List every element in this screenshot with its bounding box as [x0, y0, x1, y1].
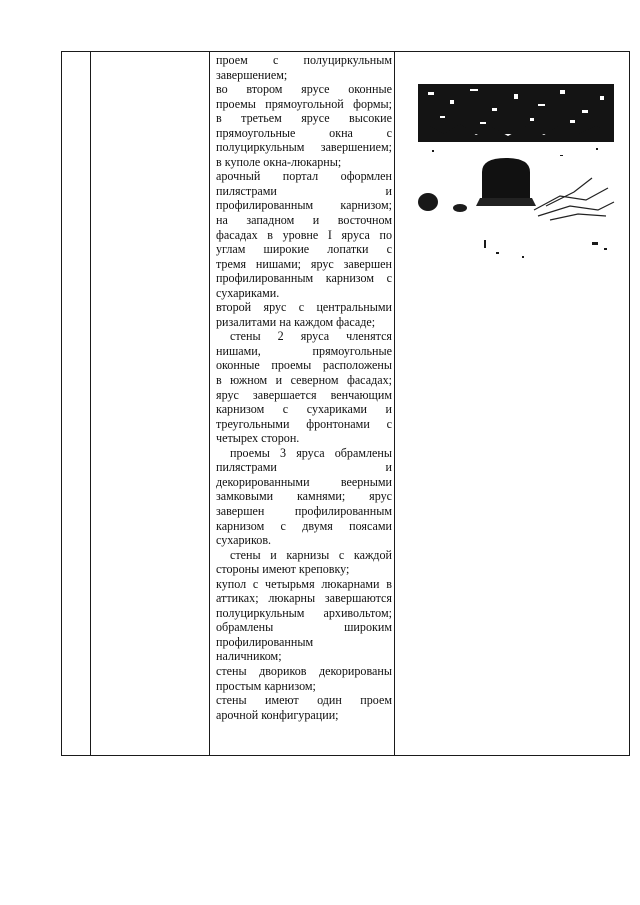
text-line: треугольными фронтонами с [216, 416, 392, 431]
text-line: стены 2 яруса членятся [230, 329, 392, 344]
building-photo [410, 80, 622, 268]
text-line: наличником; [216, 649, 282, 664]
text-line: проемы 3 яруса обрамлены [230, 445, 392, 460]
text-line: проем с полуциркульным [216, 53, 392, 67]
text-line: стороны имеют креповку; [216, 562, 350, 577]
text-line: фасадах в уровне I яруса по [216, 227, 392, 242]
text-line: тремя нишами; ярус завершен [216, 256, 392, 271]
table-border-top [61, 51, 630, 52]
text-line: сухариками. [216, 285, 280, 300]
text-line: прямоугольные окна с [216, 125, 392, 140]
table-border-left [61, 51, 62, 756]
text-line: в южном и северном фасадах; [216, 373, 392, 388]
text-line: полуциркульным архивольтом; [216, 605, 392, 620]
text-line: завершением; [216, 67, 288, 82]
text-line: в третьем ярусе высокие [216, 111, 392, 126]
text-line: пилястрами и [216, 460, 392, 475]
table-divider-3 [394, 51, 395, 756]
text-line: купол с четырьмя люкарнами в [216, 576, 392, 591]
text-line: на западном и восточном [216, 213, 392, 228]
text-line: профилированным карнизом; [216, 198, 392, 213]
text-line: полуциркульным завершением; [216, 140, 392, 155]
text-line: профилированным карнизом с [216, 271, 392, 286]
text-line: ризалитами на каждом фасаде; [216, 314, 376, 329]
text-line: завершен профилированным [216, 503, 392, 518]
table-border-right [629, 51, 630, 756]
text-line: стены и карнизы с каждой [230, 547, 392, 562]
text-line: оконные проемы расположены [216, 358, 392, 373]
text-line: простым карнизом; [216, 678, 316, 693]
text-line: профилированным [216, 634, 314, 649]
text-line: пилястрами и [216, 183, 392, 198]
text-line: стены имеют один проем [216, 693, 392, 708]
text-line: углам широкие лопатки с [216, 242, 392, 257]
text-line: проемы прямоугольной формы; [216, 96, 392, 111]
text-line: арочный портал оформлен [216, 169, 392, 184]
table-divider-1 [90, 51, 91, 756]
text-line: нишами, прямоугольные [216, 343, 392, 358]
text-line: замковыми камнями; ярус [216, 489, 392, 504]
description-text [216, 53, 392, 722]
text-line: декорированными веерными [216, 474, 392, 489]
text-line: стены двориков декорированы [216, 663, 392, 678]
table-divider-2 [209, 51, 210, 756]
text-line: четырех сторон. [216, 431, 300, 446]
text-line: арочной конфигурации; [216, 707, 339, 722]
text-line: аттиках; люкарны завершаются [216, 591, 392, 606]
text-line: в куполе окна-люкарны; [216, 154, 342, 169]
text-line: во втором ярусе оконные [216, 82, 392, 97]
table-border-bottom [61, 755, 630, 756]
text-line: ярус завершается венчающим [216, 387, 392, 402]
text-line: карнизом с сухариками и [216, 402, 392, 417]
text-line: второй ярус с центральными [216, 300, 392, 315]
text-line: карнизом с двумя поясами [216, 518, 392, 533]
text-line: обрамлены широким [216, 620, 392, 635]
text-line: сухариков. [216, 533, 272, 548]
